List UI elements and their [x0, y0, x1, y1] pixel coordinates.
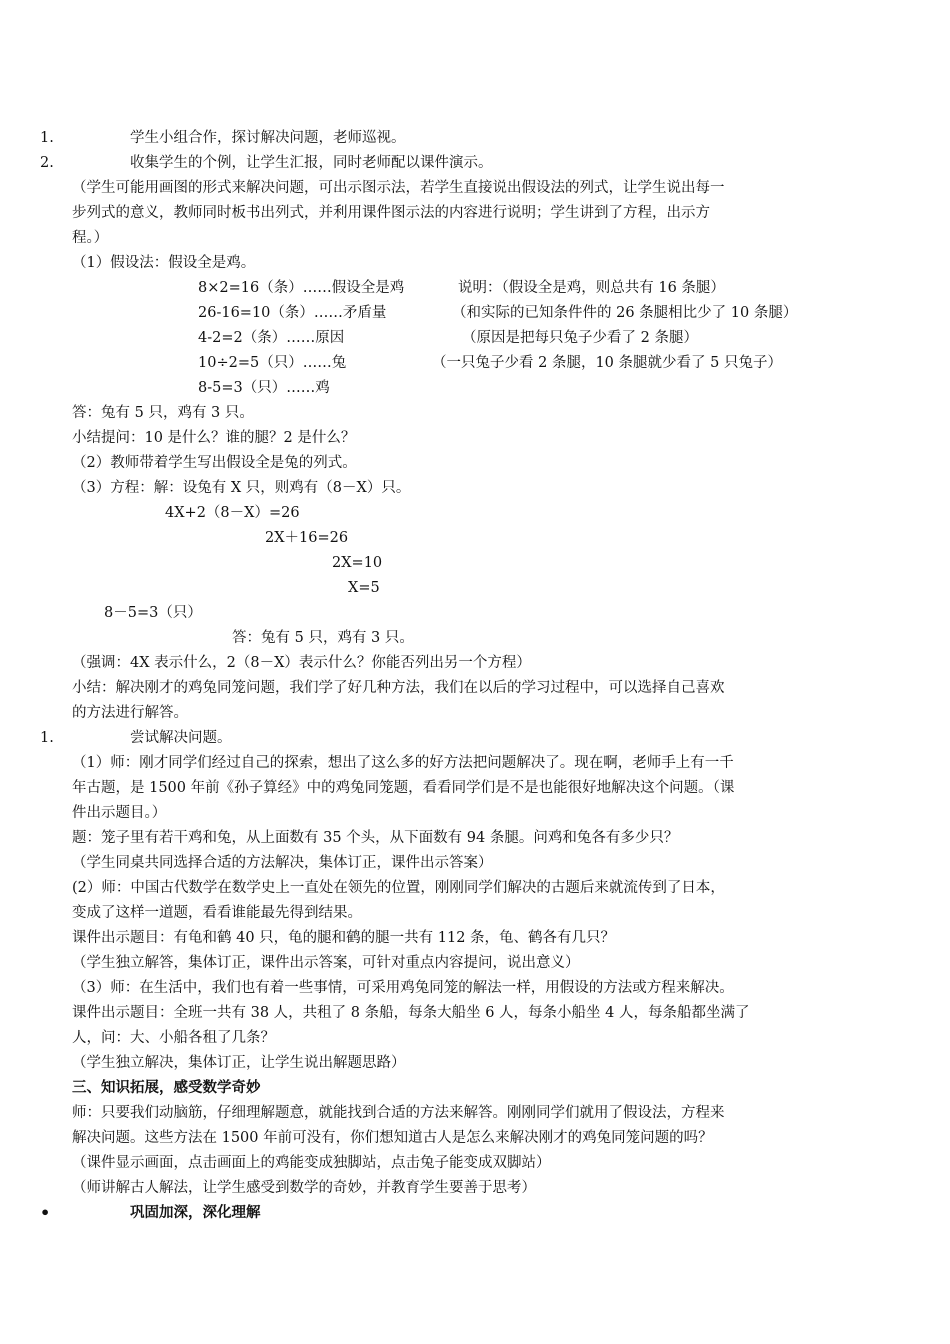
- list-item: 收集学生的个例，让学生汇报，同时老师配以课件演示。: [130, 155, 493, 171]
- note-line: （学生独立解决，集体订正，让学生说出解题思路）: [72, 1055, 406, 1071]
- list-item: 学生小组合作，探讨解决问题，老师巡视。: [130, 130, 406, 146]
- bullet-icon: •: [40, 1203, 51, 1222]
- list-item: 尝试解决问题。: [130, 730, 232, 746]
- paragraph-line: （学生可能用画图的形式来解决问题，可出示图示法，若学生直接说出假设法的列式，让学生说出每一: [72, 180, 725, 196]
- method1-title: （1）假设法：假设全是鸡。: [72, 255, 256, 271]
- equation-step: X=5: [348, 580, 380, 596]
- question-line: 课件出示题目：有龟和鹤 40 只，龟的腿和鹤的腿一共有 112 条，龟、鹤各有几只？: [72, 930, 616, 946]
- paragraph-line: 变成了这样一道题，看看谁能最先得到结果。: [72, 905, 362, 921]
- paragraph-line: 件出示题目。）: [72, 805, 167, 821]
- calc-note: 说明：（假设全是鸡，则总共有 16 条腿）: [458, 280, 725, 296]
- answer-line: 答：兔有 5 只，鸡有 3 只。: [72, 405, 254, 421]
- calc-equation: 26-16=10（条）……矛盾量: [198, 305, 387, 321]
- equation-step: 2X＋16=26: [265, 530, 349, 546]
- paragraph-line: 年古题，是 1500 年前《孙子算经》中的鸡兔同笼题，看看同学们是不是也能很好地解决这个问题。（课: [72, 780, 735, 796]
- method3-line: （3）方程：解：设兔有 X 只，则鸡有（8－X）只。: [72, 480, 411, 496]
- calc-equation: 4-2=2（条）……原因: [198, 330, 345, 346]
- paragraph-line: 师：只要我们动脑筋，仔细理解题意，就能找到合适的方法来解答。刚刚同学们就用了假设法，方程来: [72, 1105, 725, 1121]
- list-number: 1.: [40, 130, 54, 146]
- note-line: （学生同桌共同选择合适的方法解决，集体订正，课件出示答案）: [72, 855, 493, 871]
- paragraph-line: (2）师：中国古代数学在数学史上一直处在领先的位置，刚刚同学们解决的古题后来就流传到了日本，: [72, 880, 725, 896]
- method2-line: （2）教师带着学生写出假设全是兔的列式。: [72, 455, 357, 471]
- emphasis-line: （强调：4X 表示什么，2（8－X）表示什么？你能否列出另一个方程）: [72, 655, 531, 671]
- paragraph-line: 步列式的意义，教师同时板书出列式，并利用课件图示法的内容进行说明；学生讲到了方程，出示方: [72, 205, 710, 221]
- note-line: （课件显示画面，点击画面上的鸡能变成独脚站，点击兔子能变成双脚站）: [72, 1155, 551, 1171]
- summary-question: 小结提问：10 是什么？谁的腿？2 是什么？: [72, 430, 356, 446]
- question-line: 课件出示题目：全班一共有 38 人，共租了 8 条船，每条大船坐 6 人，每条小船坐 4 人，每条船都坐满了: [72, 1005, 750, 1021]
- summary-line: 小结：解决刚才的鸡兔同笼问题，我们学了好几种方法，我们在以后的学习过程中，可以选择自己喜欢: [72, 680, 725, 696]
- calc-note: （和实际的已知条件件的 26 条腿相比少了 10 条腿）: [452, 305, 798, 321]
- calc-equation: 8-5=3（只）……鸡: [198, 380, 330, 396]
- equation-chicken: 8－5=3（只）: [104, 605, 202, 621]
- equation-step: 4X+2（8－X）=26: [165, 505, 300, 521]
- list-number: 1.: [40, 730, 54, 746]
- calc-note: （一只兔子少看 2 条腿，10 条腿就少看了 5 只兔子）: [432, 355, 782, 371]
- section-heading: 三、知识拓展，感受数学奇妙: [72, 1079, 261, 1096]
- question-line: 人，问：大、小船各租了几条？: [72, 1030, 275, 1046]
- paragraph-line: （1）师：刚才同学们经过自己的探索，想出了这么多的好方法把问题解决了。现在啊，老师手上有一千: [72, 755, 734, 771]
- calc-equation: 10÷2=5（只）……兔: [198, 355, 347, 371]
- list-number: 2.: [40, 155, 54, 171]
- paragraph-line: （3）师：在生活中，我们也有着一些事情，可采用鸡兔同笼的解法一样，用假设的方法或方程来解决。: [72, 980, 734, 996]
- note-line: （师讲解古人解法，让学生感受到数学的奇妙，并教育学生要善于思考）: [72, 1180, 536, 1196]
- section-heading: 巩固加深，深化理解: [130, 1204, 261, 1221]
- question-line: 题：笼子里有若干鸡和兔，从上面数有 35 个头，从下面数有 94 条腿。问鸡和兔各有多少只？: [72, 830, 679, 846]
- calc-note: （原因是把每只兔子少看了 2 条腿）: [462, 330, 698, 346]
- answer-line: 答：兔有 5 只，鸡有 3 只。: [232, 630, 414, 646]
- equation-step: 2X=10: [332, 555, 383, 571]
- summary-line: 的方法进行解答。: [72, 705, 188, 721]
- paragraph-line: 程。）: [72, 230, 109, 246]
- paragraph-line: 解决问题。这些方法在 1500 年前可没有，你们想知道古人是怎么来解决刚才的鸡兔同笼问题的吗？: [72, 1130, 713, 1146]
- calc-equation: 8×2=16（条）……假设全是鸡: [198, 280, 405, 296]
- note-line: （学生独立解答，集体订正，课件出示答案，可针对重点内容提问，说出意义）: [72, 955, 580, 971]
